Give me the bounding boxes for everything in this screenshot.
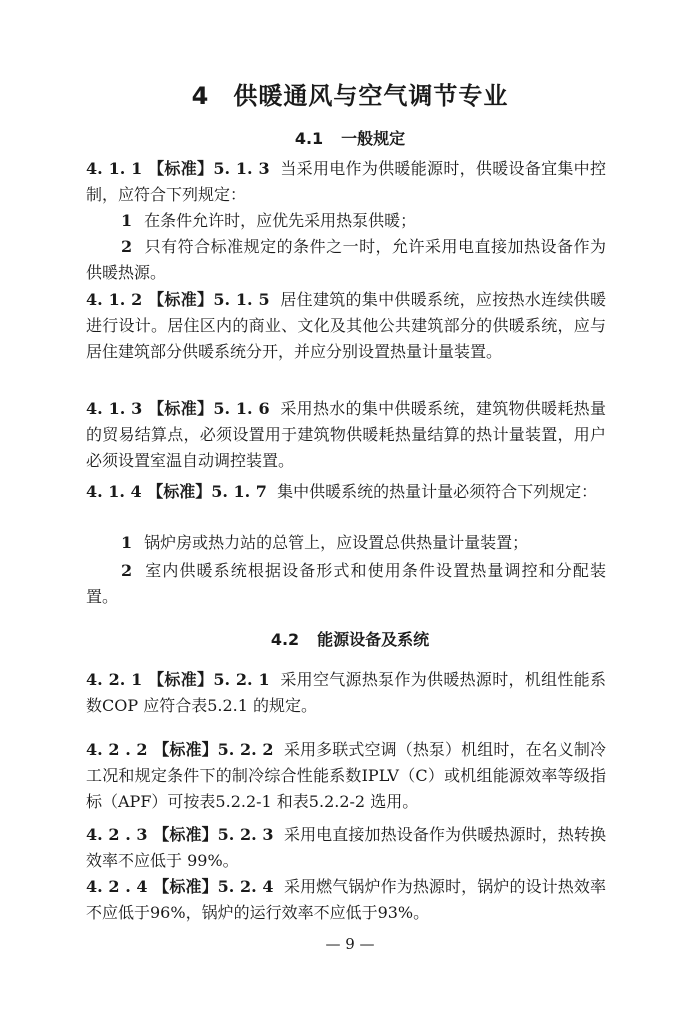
item-number: 1 [121, 211, 133, 230]
section-number: 4.2 [270, 630, 300, 649]
clause-id: 4. 2 . 3 【标准】5. 2. 3 [86, 825, 274, 844]
chapter-title-text: 供暖通风与空气调节专业 [233, 82, 509, 110]
list-item [86, 558, 606, 610]
item-text: 锅炉房或热力站的总管上，应设置总供热量计量装置； [144, 533, 529, 552]
clause-4-2-2 [86, 737, 606, 815]
clause-4-2-3 [86, 822, 606, 874]
clause-id: 4. 1. 4 【标准】5. 1. 7 [86, 482, 267, 501]
clause-text: 当采用电作为供暖能源时，供暖设备宜集中控制，应符合下列规定： [86, 159, 606, 204]
section-title-4-1 [0, 126, 700, 149]
clause-4-1-2 [86, 287, 606, 365]
section-title-text: 能源设备及系统 [317, 630, 430, 649]
section-number: 4.1 [294, 129, 324, 148]
section-title-text: 一般规定 [341, 129, 406, 148]
item-number: 2 [121, 237, 133, 256]
chapter-number: 4 [191, 82, 210, 110]
page-number: — 9 — [325, 935, 375, 953]
list-item [86, 234, 606, 286]
item-number: 2 [121, 561, 133, 580]
clause-id: 4. 2. 1 【标准】5. 2. 1 [86, 670, 270, 689]
item-text: 只有符合标准规定的条件之一时，允许采用电直接加热设备作为供暖热源。 [86, 237, 606, 282]
chapter-title [0, 76, 700, 111]
clause-text: 采用空气源热泵作为供暖热源时，机组性能系数COP 应符合表5.2.1 的规定。 [86, 670, 606, 715]
clause-4-2-1 [86, 667, 606, 719]
clause-4-1-3 [86, 396, 606, 474]
clause-4-1-1 [86, 156, 606, 208]
list-item [86, 530, 606, 556]
clause-text: 采用多联式空调（热泵）机组时，在名义制冷工况和规定条件下的制冷综合性能系数IPLV（C）或机组能源效率等级指标（APF）可按表5.2.2-1 和表5.2.2-2 选用。 [86, 740, 606, 811]
clause-text: 采用热水的集中供暖系统，建筑物供暖耗热量的贸易结算点，必须设置用于建筑物供暖耗热量结算的热计量装置，用户必须设置室温自动调控装置。 [86, 399, 606, 470]
clause-id: 4. 1. 2 【标准】5. 1. 5 [86, 290, 270, 309]
clause-text: 采用电直接加热设备作为供暖热源时，热转换效率不应低于 99%。 [86, 825, 606, 870]
item-text: 室内供暖系统根据设备形式和使用条件设置热量调控和分配装置。 [86, 561, 606, 606]
clause-id: 4. 1. 1 【标准】5. 1. 3 [86, 159, 270, 178]
item-text: 在条件允许时，应优先采用热泵供暖； [144, 211, 417, 230]
clause-4-2-4 [86, 874, 606, 926]
clause-id: 4. 1. 3 【标准】5. 1. 6 [86, 399, 270, 418]
list-item [86, 208, 606, 234]
clause-text: 采用燃气锅炉作为热源时，锅炉的设计热效率不应低于96%，锅炉的运行效率不应低于93%。 [86, 877, 606, 922]
item-number: 1 [121, 533, 133, 552]
clause-id: 4. 2 . 2 【标准】5. 2. 2 [86, 740, 274, 759]
clause-text: 居住建筑的集中供暖系统，应按热水连续供暖进行设计。居住区内的商业、文化及其他公共建筑部分的供暖系统，应与居住建筑部分供暖系统分开，并应分别设置热量计量装置。 [86, 290, 606, 361]
clause-text: 集中供暖系统的热量计量必须符合下列规定： [277, 482, 598, 501]
clause-4-1-4 [86, 479, 606, 505]
clause-id: 4. 2 . 4 【标准】5. 2. 4 [86, 877, 274, 896]
section-title-4-2 [0, 627, 700, 650]
